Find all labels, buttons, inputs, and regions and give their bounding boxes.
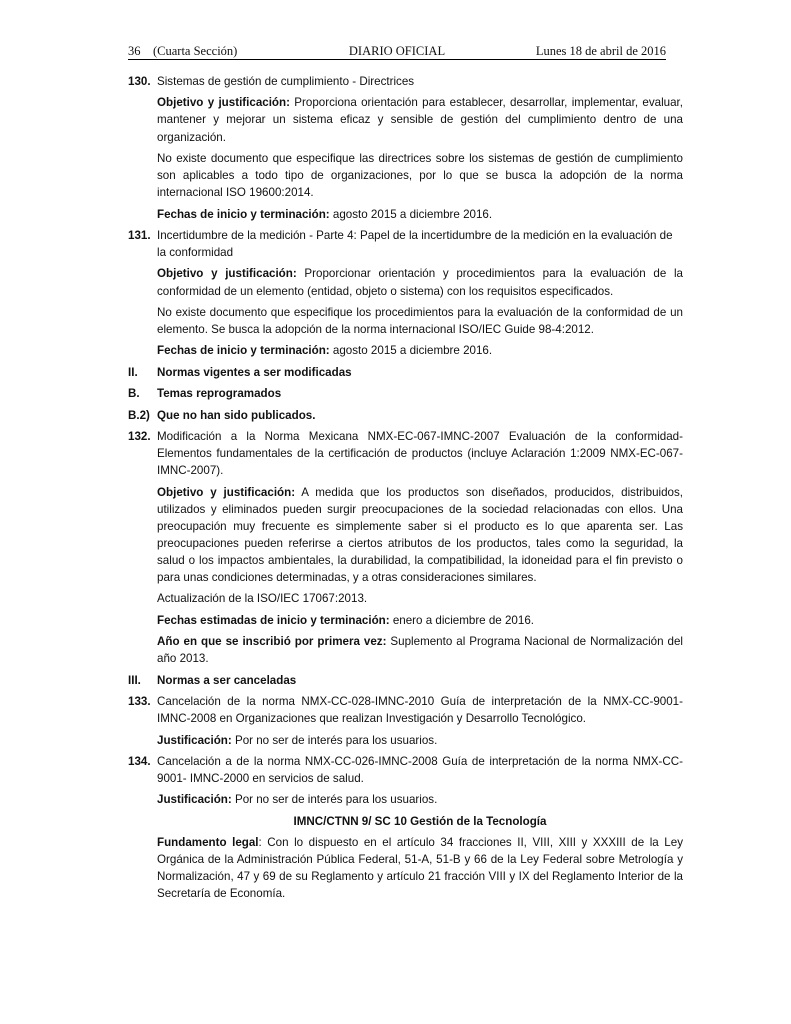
item-number: 132. xyxy=(128,429,151,443)
legal-basis-text: : Con lo dispuesto en el artículo 34 fracciones II, VIII, XIII y XXXIII de la Ley Orgánica de la Administración Pública Federal, 51-A, 51-B y 66 de la Ley Federal sobre Metrología y Normalización, 47 y 69 de su Reglamento y artículo 21 fracción VIII y IX del Reglamento Interior de la Secretaría de Economía. xyxy=(157,836,683,901)
item-132 xyxy=(128,428,683,479)
section-title: Normas a ser canceladas xyxy=(157,673,297,687)
objective-text: Proporcionar orientación y procedimientos para la evaluación de la conformidad de un elemento (entidad, objeto o sistema) con los requisitos especificados. xyxy=(157,267,683,298)
justification-paragraph xyxy=(157,791,683,808)
item-number: 134. xyxy=(128,754,151,768)
year-label: Año en que se inscribió por primera vez: xyxy=(157,635,387,649)
section-title: Temas reprogramados xyxy=(157,387,282,401)
item-133 xyxy=(128,693,683,727)
objective-text: Proporciona orientación para establecer, desarrollar, implementar, evaluar, mantener y mejorar un sistema eficaz y sensible de gestión del cumplimiento dentro de una organización. xyxy=(157,96,683,144)
dates-label: Fechas estimadas de inicio y terminación: xyxy=(157,613,390,627)
dates-label: Fechas de inicio y terminación: xyxy=(157,344,330,358)
section-b2 xyxy=(128,407,683,424)
justification-text: Por no ser de interés para los usuarios. xyxy=(231,793,438,807)
objective-label: Objetivo y justificación: xyxy=(157,267,297,281)
header-page-section: 36 (Cuarta Sección) xyxy=(128,44,238,58)
objective-paragraph xyxy=(157,484,683,587)
justification-label: Justificación: xyxy=(157,793,232,807)
section-number: B. xyxy=(128,387,140,401)
item-title: Incertidumbre de la medición - Parte 4: Papel de la incertidumbre de la medición en la evaluación de la conformidad xyxy=(157,228,673,260)
document-body xyxy=(128,73,683,907)
dates-text: enero a diciembre de 2016. xyxy=(389,613,534,627)
item-title: Modificación a la Norma Mexicana NMX-EC-067-IMNC-2007 Evaluación de la conformidad-Elementos fundamentales de la certificación de productos (incluye Aclaración 1:2009 NMX-EC-067-IMNC-2007). xyxy=(157,429,683,478)
item-134 xyxy=(128,753,683,787)
legal-basis-paragraph xyxy=(157,834,683,902)
section-number: III. xyxy=(128,673,141,687)
section-iii xyxy=(128,672,683,689)
header-date: Lunes 18 de abril de 2016 xyxy=(535,44,666,58)
justification-label: Justificación: xyxy=(157,733,232,747)
header-publication: DIARIO OFICIAL xyxy=(348,44,446,58)
item-131 xyxy=(128,227,683,261)
legal-basis-label: Fundamento legal xyxy=(157,836,259,850)
justification-text: Por no ser de interés para los usuarios. xyxy=(231,733,438,747)
year-text: Suplemento al Programa Nacional de Normalización del año 2013. xyxy=(157,635,683,666)
body-paragraph: Actualización de la ISO/IEC 17067:2013. xyxy=(157,592,368,606)
item-number: 131. xyxy=(128,228,151,242)
section-title: Que no han sido publicados. xyxy=(157,408,316,422)
dates-paragraph xyxy=(157,612,683,629)
item-title: Cancelación a de la norma NMX-CC-026-IMNC-2008 Guía de interpretación de la norma NMX-CC-9001- IMNC-2000 en servicios de salud. xyxy=(157,754,683,786)
dates-label: Fechas de inicio y terminación: xyxy=(157,207,330,221)
section-number: B.2) xyxy=(128,408,150,422)
item-title: Cancelación de la norma NMX-CC-028-IMNC-2010 Guía de interpretación de la NMX-CC-9001-IMNC-2008 en Organizaciones que realizan Investigación y Desarrollo Tecnológico. xyxy=(157,695,683,726)
objective-paragraph xyxy=(157,265,683,299)
objective-label: Objetivo y justificación: xyxy=(157,96,290,110)
item-title: Sistemas de gestión de cumplimiento - Directrices xyxy=(157,75,415,88)
item-number: 130. xyxy=(128,75,151,88)
dates-paragraph xyxy=(157,206,683,223)
body-paragraph: No existe documento que especifique los procedimientos para la evaluación de la conformidad de un elemento. Se busca la adopción de la norma internacional ISO/IEC Guide 98-4:2012. xyxy=(157,305,683,336)
section-title: Normas vigentes a ser modificadas xyxy=(157,365,352,379)
year-paragraph xyxy=(157,633,683,667)
objective-label: Objetivo y justificación: xyxy=(157,485,296,499)
objective-text: A medida que los productos son diseñados, producidos, distribuidos, utilizados y eliminados pueden surgir preocupaciones de la sociedad relacionadas con ellos. Una preocupación muy frecuente es simplemente saber si el producto es lo que aparenta ser. Las preocupaciones pueden referirse a ciertos atributos de los productos, tales como la seguridad, la salud o los impactos ambientales, la durabilidad, la compatibilidad, la idoneidad para el fin previsto o para unas condiciones determinadas, y a otras consideraciones similares. xyxy=(157,485,684,584)
section-ii xyxy=(128,364,683,381)
section-b xyxy=(128,385,683,402)
objective-paragraph xyxy=(157,94,683,145)
body-paragraph: No existe documento que especifique las directrices sobre los sistemas de gestión de cumplimiento son aplicables a todo tipo de organizaciones, por lo que se busca la adopción de la norma internacional ISO 19600:2014. xyxy=(157,151,683,200)
page-header xyxy=(128,44,666,60)
item-number: 133. xyxy=(128,695,151,709)
section-number: II. xyxy=(128,365,138,379)
item-130 xyxy=(128,73,683,90)
dates-text: agosto 2015 a diciembre 2016. xyxy=(329,207,493,221)
dates-text: agosto 2015 a diciembre 2016. xyxy=(329,344,493,358)
committee-title: IMNC/CTNN 9/ SC 10 Gestión de la Tecnología xyxy=(293,814,547,828)
justification-paragraph xyxy=(157,732,683,749)
dates-paragraph xyxy=(157,342,683,359)
